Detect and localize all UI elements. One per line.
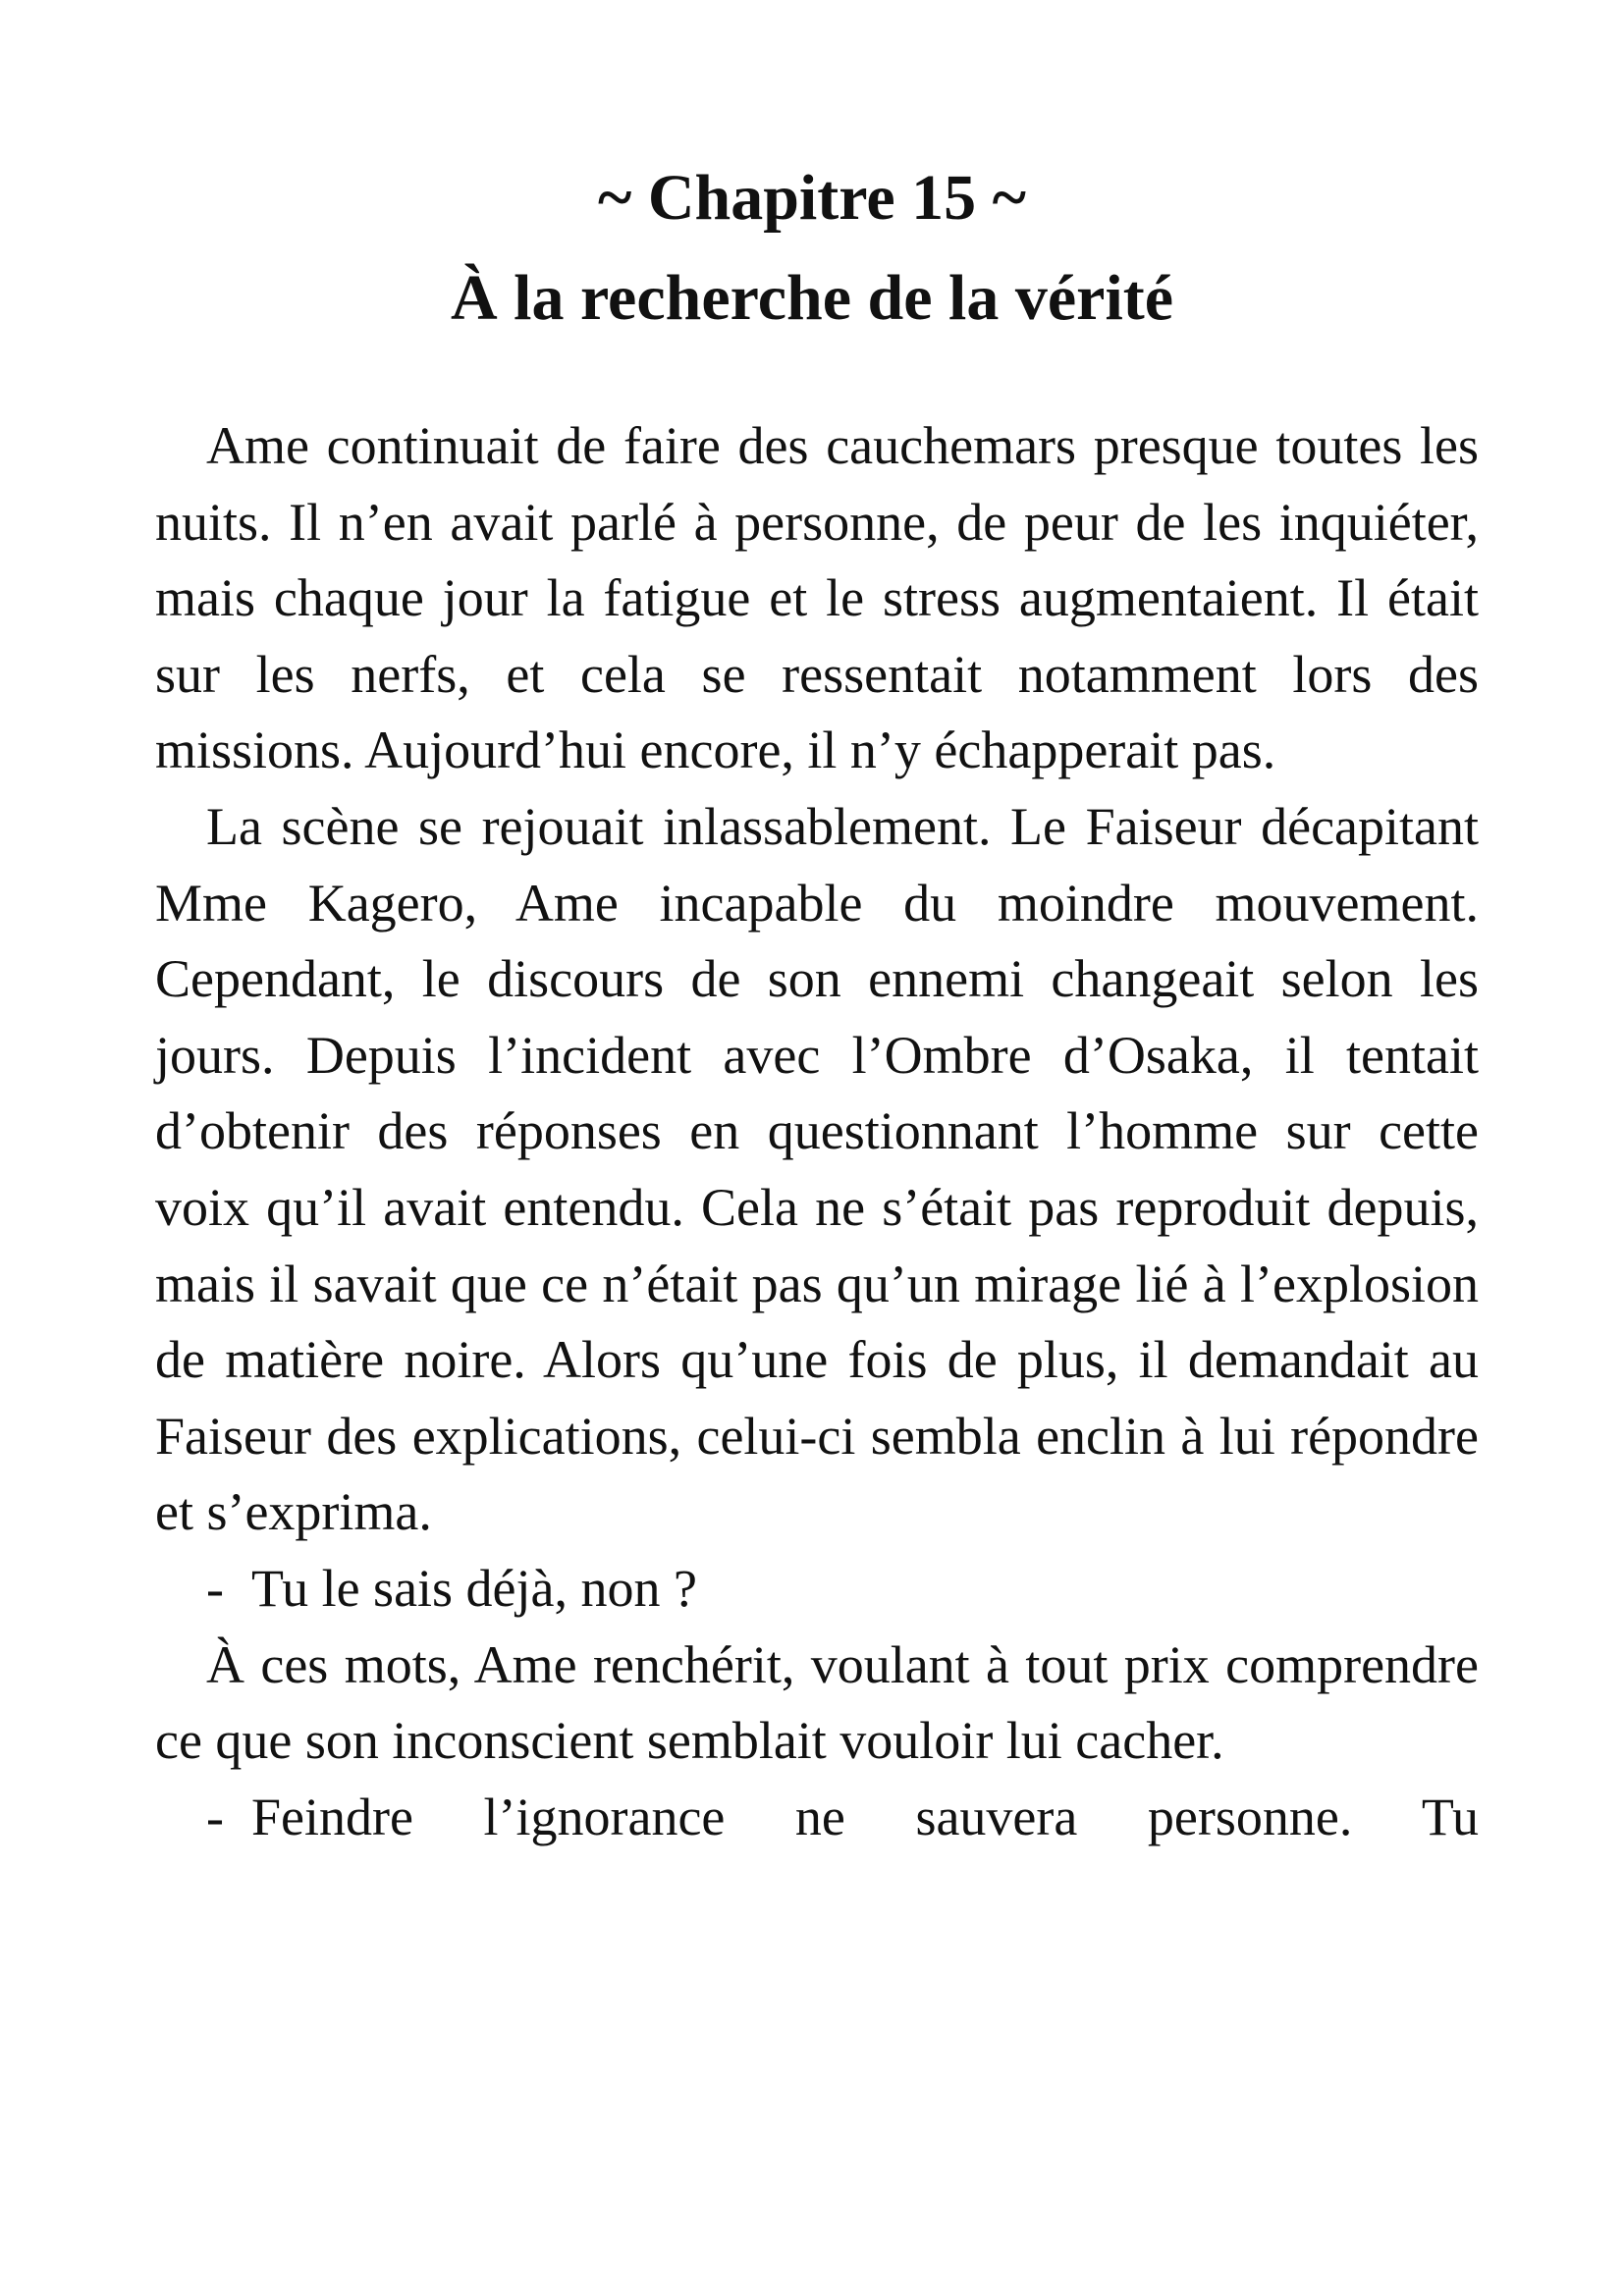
paragraph: À ces mots, Ame renchérit, voulant à tout prix comprendre ce que son inconscient semblait vouloir lui cacher. <box>155 1634 1479 1771</box>
dialogue-line <box>155 1780 1479 1856</box>
dialogue-text: Tu le sais déjà, non ? <box>251 1558 697 1618</box>
chapter-number: ~ Chapitre 15 ~ <box>598 162 1026 234</box>
paragraph: La scène se rejouait inlassablement. Le Faiseur décapitant Mme Kagero, Ame incapable du moindre mouvement. Cependant, le discours de son ennemi changeait selon les jours. Depuis l’incident avec l’Ombre d’Osaka, il tentait d’obtenir des réponses en questionnant l’homme sur cette voix qu’il avait entendu. Cela ne s’était pas reproduit depuis, mais il savait que ce n’était pas qu’un mirage lié à l’explosion de matière noire. Alors qu’une fois de plus, il demandait au Faiseur des explications, celui-ci sembla enclin à lui répondre et s’exprima. <box>155 796 1479 1542</box>
chapter-title: À la recherche de la vérité <box>450 262 1174 334</box>
chapter-body <box>155 408 1479 1855</box>
dialogue-dash: - <box>206 1558 224 1618</box>
dialogue-line <box>155 1551 1479 1628</box>
dialogue-text: Feindre l’ignorance ne sauvera personne. Tu <box>251 1787 1479 1846</box>
dialogue-dash: - <box>206 1787 224 1846</box>
paragraph: Ame continuait de faire des cauchemars presque toutes les nuits. Il n’en avait parlé à personne, de peur de les inquiéter, mais chaque jour la fatigue et le stress augmentaient. Il était sur les nerfs, et cela se ressentait notamment lors des missions. Aujourd’hui encore, il n’y échapperait pas. <box>155 416 1479 780</box>
